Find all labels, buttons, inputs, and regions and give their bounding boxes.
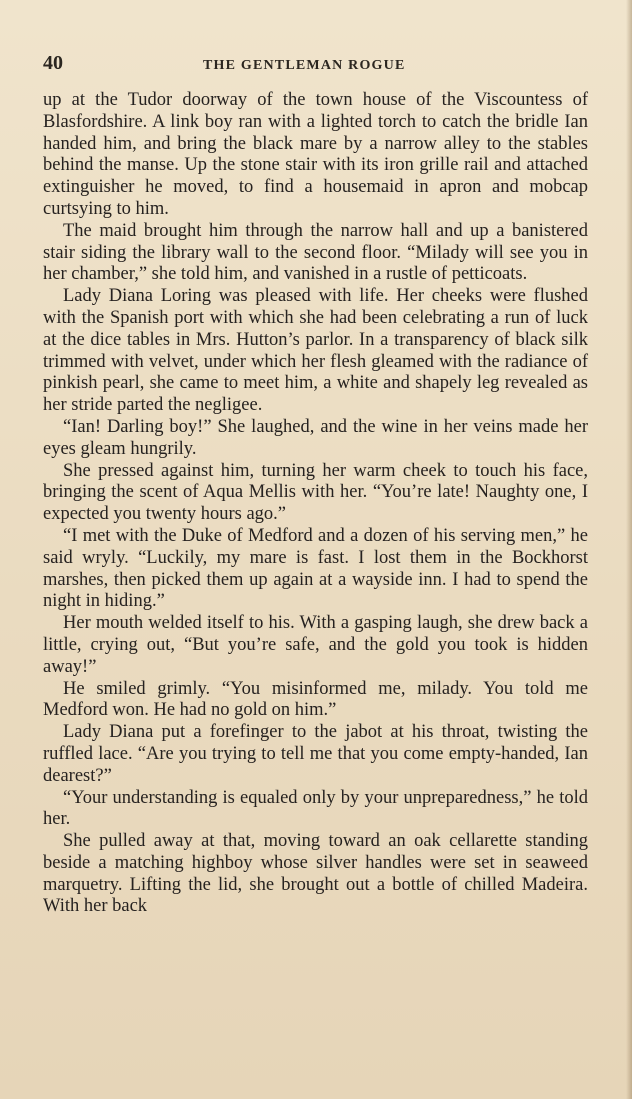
paragraph: He smiled grimly. “You misinformed me, milady. You told me Medford won. He had no gold on him.” (43, 678, 588, 721)
paragraph: up at the Tudor doorway of the town house of the Viscountess of Blasfordshire. A link boy ran with a lighted torch to catch the bridle Ian handed him, and bring the black mare by a narrow alley to the stables behind the manse. Up the stone stair with its iron grille rail and attached extinguisher he moved, to find a housemaid in apron and mobcap curtsying to him. (43, 90, 588, 219)
paragraph: “I met with the Duke of Medford and a dozen of his serving men,” he said wryly. “Luckily, my mare is fast. I lost them in the Bockhorst marshes, then picked them up again at a wayside inn. I had to spend the night in hiding.” (43, 525, 588, 612)
running-head: THE GENTLEMAN ROGUE (203, 58, 406, 73)
paragraph: Her mouth welded itself to his. With a gasping laugh, she drew back a little, crying out, “But you’re safe, and the gold you took is hidden away!” (43, 613, 588, 677)
page-number: 40 (43, 52, 63, 74)
page-edge-shadow (626, 0, 632, 1099)
body-text (43, 90, 588, 918)
page-header (43, 52, 588, 78)
paragraph: She pulled away at that, moving toward an oak cellarette standing beside a matching highboy whose silver handles were set in seaweed marquetry. Lifting the lid, she brought out a bottle of chilled Madeira. With her back (43, 831, 588, 917)
paragraph: She pressed against him, turning her warm cheek to touch his face, bringing the scent of Aqua Mellis with her. “You’re late! Naughty one, I expected you twenty hours ago.” (43, 460, 588, 525)
paragraph: The maid brought him through the narrow hall and up a banistered stair siding the library wall to the second floor. “Milady will see you in her chamber,” she told him, and vanished in a rustle of petticoats. (43, 220, 588, 285)
paragraph: Lady Diana put a forefinger to the jabot at his throat, twisting the ruffled lace. “Are you trying to tell me that you come empty-handed, Ian dearest?” (43, 722, 588, 786)
paragraph: “Ian! Darling boy!” She laughed, and the wine in her veins made her eyes gleam hungrily. (43, 416, 588, 459)
paragraph: “Your understanding is equaled only by your unpreparedness,” he told her. (43, 787, 588, 830)
paragraph: Lady Diana Loring was pleased with life. Her cheeks were flushed with the Spanish port with which she had been celebrating a run of luck at the dice tables in Mrs. Hutton’s parlor. In a transparency of black silk trimmed with velvet, under which her flesh gleamed with the radiance of pinkish pearl, she came to meet him, a white and shapely leg revealed as her stride parted the negligee. (43, 286, 588, 416)
